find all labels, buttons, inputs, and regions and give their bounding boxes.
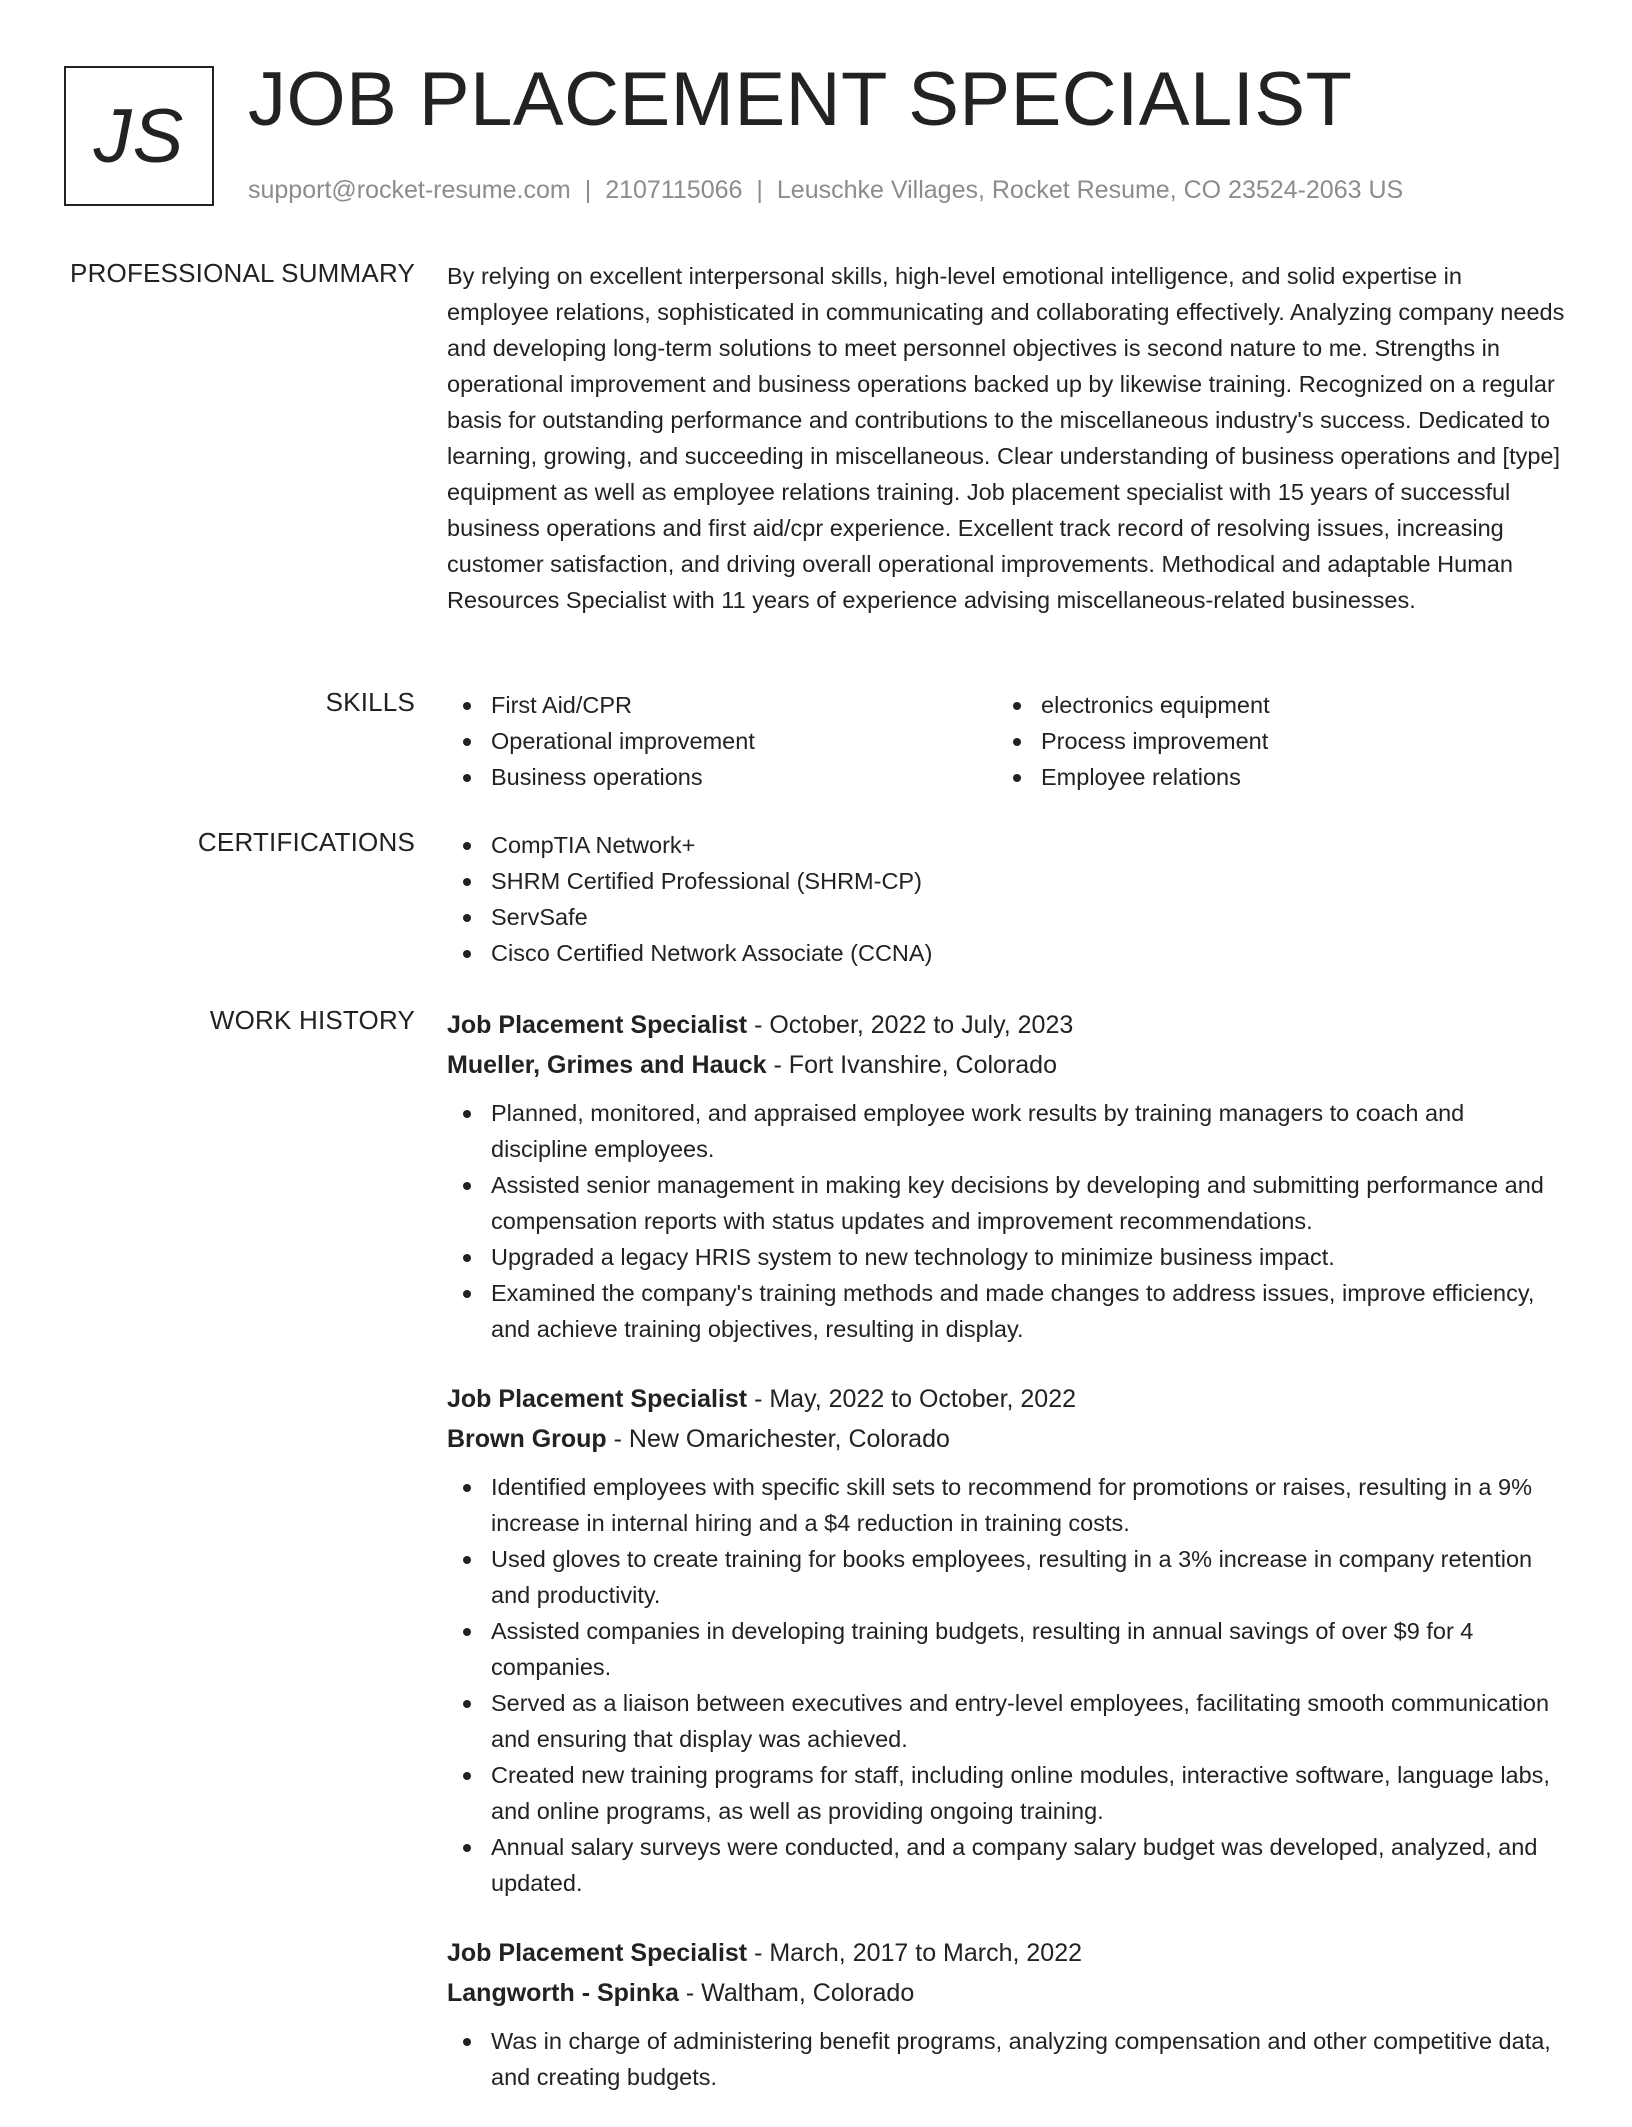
job-title-line [447, 1933, 1567, 1973]
job-entry [447, 1005, 1567, 1347]
job-bullet: Annual salary surveys were conducted, and a company salary budget was developed, analyzed, and updated. [447, 1829, 1567, 1901]
skills-body [447, 687, 1567, 795]
job-bullet: Was in charge of administering benefit programs, analyzing compensation and other competitive data, and creating budgets. [447, 2023, 1567, 2095]
job-company: Langworth - Spinka [447, 1979, 679, 2007]
certification-item: CompTIA Network+ [447, 827, 1567, 863]
skill-item: electronics equipment [997, 687, 1547, 723]
certification-item: ServSafe [447, 899, 1567, 935]
job-location: - Fort Ivanshire, Colorado [766, 1051, 1057, 1079]
skill-item: Process improvement [997, 723, 1547, 759]
job-company-line [447, 1973, 1567, 2013]
job-bullet: Identified employees with specific skill sets to recommend for promotions or raises, resulting in a 9% increase in internal hiring and a $4 reduction in training costs. [447, 1469, 1567, 1541]
job-entry [447, 1933, 1567, 2095]
summary-text: By relying on excellent interpersonal skills, high-level emotional intelligence, and solid expertise in employee relations, sophisticated in communicating and collaborating effectively. Analyzing company needs and developing long-term solutions to meet personnel objectives is second nature to me. Strengths in operational improvement and business operations backed up by likewise training. Recognized on a regular basis for outstanding performance and contributions to the miscellaneous industry's success. Dedicated to learning, growing, and succeeding in miscellaneous. Clear understanding of business operations and [type] equipment as well as employee relations training. Job placement specialist with 15 years of successful business operations and first aid/cpr experience. Excellent track record of resolving issues, increasing customer satisfaction, and driving overall operational improvements. Methodical and adaptable Human Resources Specialist with 11 years of experience advising miscellaneous-related businesses. [447, 263, 1565, 613]
resume-name-title: JOB PLACEMENT SPECIALIST [248, 57, 1353, 142]
contact-email[interactable]: support@rocket-resume.com [248, 176, 571, 204]
job-title-line [447, 1005, 1567, 1045]
job-bullets [447, 1095, 1567, 1347]
job-company-line [447, 1419, 1567, 1459]
job-title: Job Placement Specialist [447, 1385, 748, 1413]
summary-body [447, 258, 1567, 618]
job-title: Job Placement Specialist [447, 1939, 748, 1967]
certification-item: SHRM Certified Professional (SHRM-CP) [447, 863, 1567, 899]
job-company: Brown Group [447, 1425, 607, 1453]
job-bullet: Created new training programs for staff, including online modules, interactive software, language labs, and online programs, as well as providing ongoing training. [447, 1757, 1567, 1829]
contact-separator: | [756, 176, 763, 204]
contact-phone[interactable]: 2107115066 [605, 176, 743, 204]
job-company: Mueller, Grimes and Hauck [447, 1051, 767, 1079]
skills-list-right [997, 687, 1547, 795]
certification-item: Cisco Certified Network Associate (CCNA) [447, 935, 1567, 971]
job-location: - New Omarichester, Colorado [606, 1425, 950, 1453]
section-label-summary: PROFESSIONAL SUMMARY [70, 258, 415, 288]
job-bullet: Assisted senior management in making key decisions by developing and submitting performance and compensation reports with status updates and improvement recommendations. [447, 1167, 1567, 1239]
contact-line [248, 176, 1403, 205]
job-dates: - March, 2017 to March, 2022 [747, 1939, 1083, 1967]
job-entry [447, 1379, 1567, 1901]
skill-item: Operational improvement [447, 723, 997, 759]
section-label-certifications: CERTIFICATIONS [197, 827, 415, 857]
skills-list-left [447, 687, 997, 795]
job-dates: - October, 2022 to July, 2023 [747, 1011, 1074, 1039]
job-bullet: Examined the company's training methods and made changes to address issues, improve efficiency, and achieve training objectives, resulting in display. [447, 1275, 1567, 1347]
job-dates: - May, 2022 to October, 2022 [747, 1385, 1077, 1413]
job-bullet: Assisted companies in developing training budgets, resulting in annual savings of over $9 for 4 companies. [447, 1613, 1567, 1685]
certifications-list [447, 827, 1567, 971]
skill-item: Employee relations [997, 759, 1547, 795]
job-title: Job Placement Specialist [447, 1011, 748, 1039]
certifications-body [447, 827, 1567, 971]
monogram-badge [64, 66, 214, 206]
job-bullet: Upgraded a legacy HRIS system to new technology to minimize business impact. [447, 1239, 1567, 1275]
contact-address: Leuschke Villages, Rocket Resume, CO 23524-2063 US [776, 176, 1404, 204]
job-bullets [447, 2023, 1567, 2095]
monogram-initials: JS [93, 93, 185, 179]
skill-item: Business operations [447, 759, 997, 795]
skill-item: First Aid/CPR [447, 687, 997, 723]
job-bullet: Used gloves to create training for books employees, resulting in a 3% increase in company retention and productivity. [447, 1541, 1567, 1613]
job-company-line [447, 1045, 1567, 1085]
job-location: - Waltham, Colorado [678, 1979, 915, 2007]
section-label-work-history: WORK HISTORY [209, 1005, 415, 1035]
job-title-line [447, 1379, 1567, 1419]
job-bullets [447, 1469, 1567, 1901]
job-bullet: Served as a liaison between executives and entry-level employees, facilitating smooth communication and ensuring that display was achieved. [447, 1685, 1567, 1757]
contact-separator: | [584, 176, 592, 204]
work-history-body [447, 1005, 1567, 2127]
skills-grid [447, 687, 1567, 795]
section-label-skills: SKILLS [325, 687, 415, 717]
job-bullet: Planned, monitored, and appraised employee work results by training managers to coach and discipline employees. [447, 1095, 1567, 1167]
